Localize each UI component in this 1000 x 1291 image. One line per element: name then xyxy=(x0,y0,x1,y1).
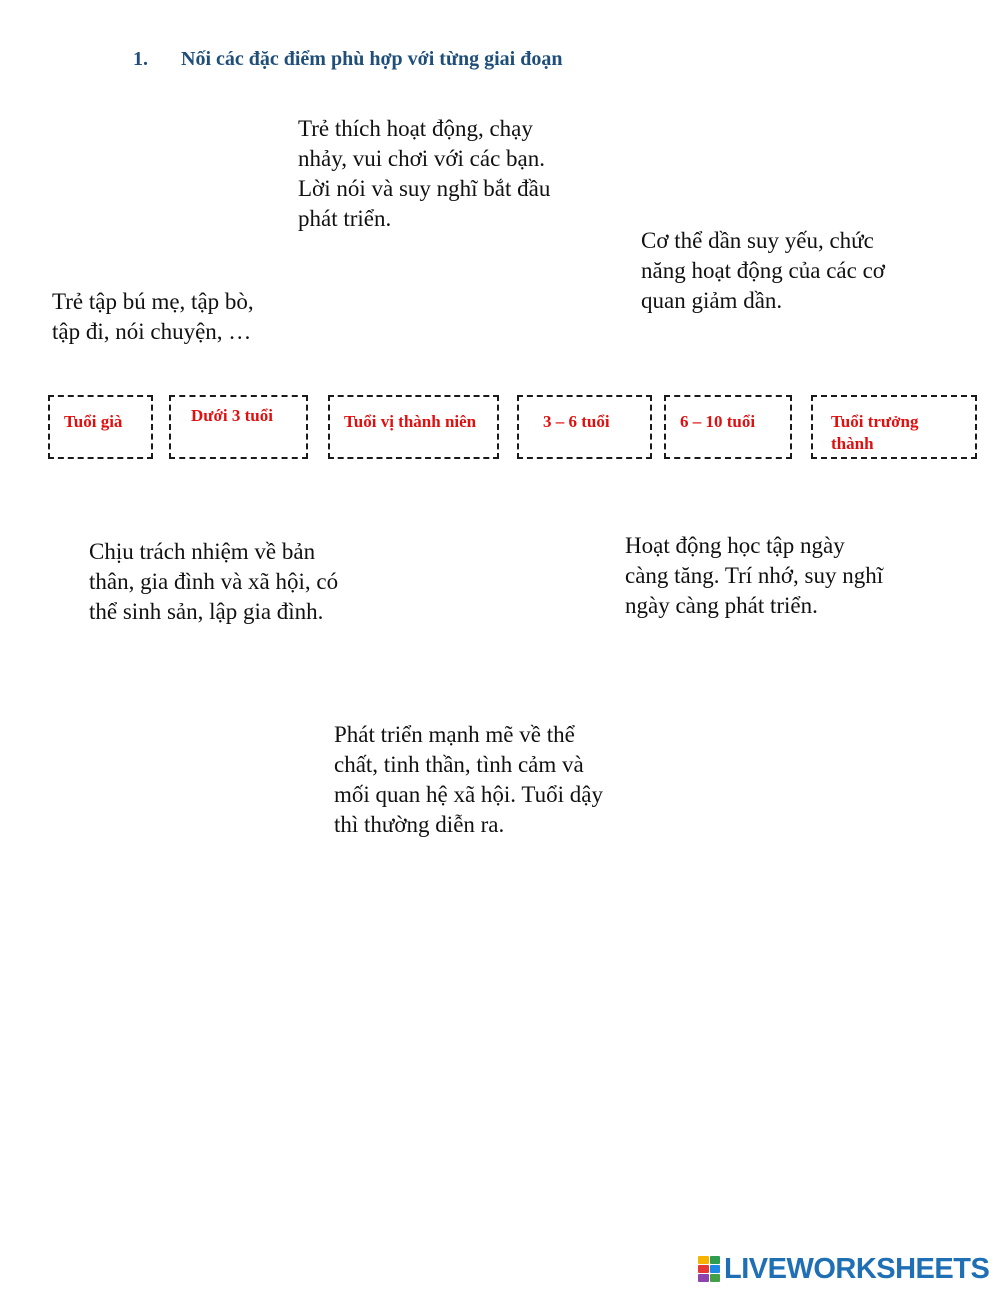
stage-box-3-to-6[interactable]: 3 – 6 tuổi xyxy=(517,395,652,459)
logo-tile xyxy=(710,1256,721,1264)
stage-box-6-to-10[interactable]: 6 – 10 tuổi xyxy=(664,395,792,459)
exercise-title: Nối các đặc điểm phù hợp với từng giai đoạn xyxy=(181,48,563,70)
description-play: Trẻ thích hoạt động, chạy nhảy, vui chơi với các bạn. Lời nói và suy nghĩ bắt đầu phát triển. xyxy=(298,116,551,231)
description-infant: Trẻ tập bú mẹ, tập bò, tập đi, nói chuyện, … xyxy=(52,289,254,344)
logo-tile xyxy=(710,1265,721,1273)
logo-tile xyxy=(710,1274,721,1282)
stage-box-adolescence[interactable]: Tuổi vị thành niên xyxy=(328,395,499,459)
stage-box-old-age[interactable]: Tuổi già xyxy=(48,395,153,459)
stage-box-adulthood[interactable]: Tuổi trưởng thành xyxy=(811,395,977,459)
liveworksheets-brand: LIVEWORKSHEETS xyxy=(724,1253,990,1285)
description-responsibility: Chịu trách nhiệm về bản thân, gia đình và xã hội, có thể sinh sản, lập gia đình. xyxy=(89,539,339,624)
logo-tile xyxy=(698,1256,709,1264)
logo-tile xyxy=(698,1265,709,1273)
stage-box-under-3[interactable]: Dưới 3 tuổi xyxy=(169,395,308,459)
description-school: Hoạt động học tập ngày càng tăng. Trí nhớ, suy nghĩ ngày càng phát triển. xyxy=(625,533,884,618)
description-decline: Cơ thể dần suy yếu, chức năng hoạt động của các cơ quan giảm dần. xyxy=(641,228,885,313)
description-puberty: Phát triển mạnh mẽ về thể chất, tinh thần, tình cảm và mối quan hệ xã hội. Tuổi dậy thì thường diễn ra. xyxy=(334,722,603,837)
liveworksheets-logo xyxy=(698,1252,989,1286)
liveworksheets-logo-icon xyxy=(698,1256,720,1282)
exercise-number: 1. xyxy=(133,48,148,70)
exercise-heading xyxy=(133,48,562,71)
logo-tile xyxy=(698,1274,709,1282)
